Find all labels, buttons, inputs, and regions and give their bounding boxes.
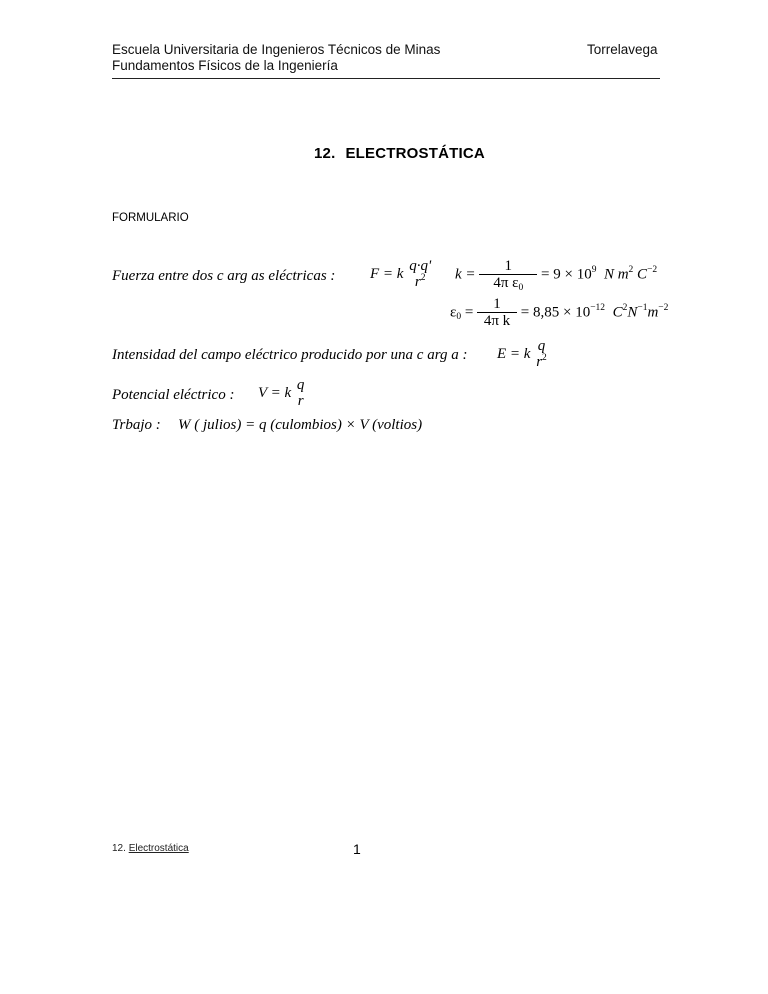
field-formula: E = k q $r^2$	[497, 338, 547, 370]
header-location: Torrelavega	[587, 42, 658, 57]
work-label: Trbajo :	[112, 417, 161, 433]
work-formula: W ( julios) = q (culombios) × V (voltios)	[178, 417, 423, 433]
chapter-title: ELECTROSTÁTICA	[345, 145, 485, 162]
header-course: Fundamentos Físicos de la Ingeniería	[112, 58, 338, 73]
force-lhs: F = k	[370, 265, 404, 282]
header-divider	[112, 78, 660, 79]
field-label: Intensidad del campo eléctrico producido por una c arg a :	[112, 347, 468, 363]
k-fraction: $\frac{1}{4\pi \varepsilon_0}$	[479, 258, 537, 292]
section-label: FORMULARIO	[112, 212, 189, 224]
permittivity-formula: $\varepsilon_0$ = $\frac{1}{\text{4π k}}$ = $8,85 \times 10^{-12}$ $C^2N^{-1}m^{-2}$	[450, 296, 669, 329]
epsilon-fraction: $\frac{1}{\text{4π k}}$	[477, 296, 517, 330]
chapter-number: 12.	[314, 145, 336, 162]
potential-fraction: q r	[296, 377, 305, 409]
page-title	[314, 145, 485, 162]
field-fraction: q $r^2$	[536, 338, 547, 370]
potential-label: Potencial eléctrico :	[112, 387, 235, 403]
force-formula	[370, 258, 433, 291]
force-fraction: q·q' $r^2$	[409, 258, 432, 290]
potential-formula: V = k q r	[258, 377, 305, 409]
chapter-link[interactable]: Electrostática	[128, 843, 189, 854]
page-number: 1	[353, 841, 361, 857]
footer-chapter: 12. Electrostática	[112, 843, 189, 854]
coulomb-constant-formula: k = $\frac{1}{4\pi \varepsilon_0}$ = $9 \times 10^9$ N $m^2$ $C^{-2}$	[455, 258, 658, 293]
force-label: Fuerza entre dos c arg as eléctricas :	[112, 268, 336, 284]
header-institution: Escuela Universitaria de Ingenieros Técnicos de Minas	[112, 42, 441, 57]
